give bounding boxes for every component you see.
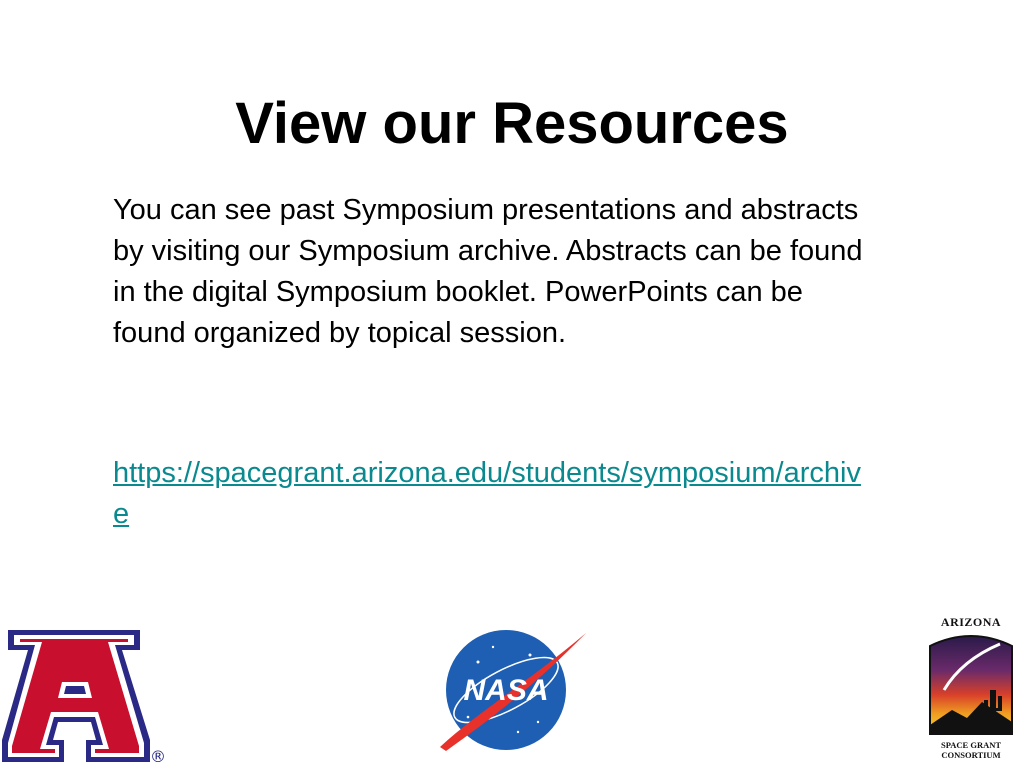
nasa-logo	[438, 627, 588, 753]
slide-body-text: You can see past Symposium presentations and abstracts by visiting our Symposium archive. Abstracts can be found in the digital Symposium booklet. PowerPoints can be found organized by topical session.	[113, 194, 863, 349]
asgc-bottom-text	[918, 740, 1024, 760]
asgc-emblem	[922, 630, 1020, 738]
asgc-bottom-line1: SPACE GRANT	[940, 740, 1002, 750]
arizona-space-grant-consortium-logo	[918, 615, 1024, 768]
university-of-arizona-logo	[0, 622, 170, 768]
registered-mark: ®	[150, 747, 166, 766]
symposium-archive-link[interactable]: https://spacegrant.arizona.edu/students/symposium/archive	[113, 457, 861, 530]
asgc-bottom-line2: CONSORTIUM	[941, 750, 1001, 760]
slide-title: View our Resources	[235, 91, 789, 156]
nasa-logo-text: NASA	[463, 674, 549, 707]
asgc-top-text: ARIZONA	[940, 615, 1002, 629]
